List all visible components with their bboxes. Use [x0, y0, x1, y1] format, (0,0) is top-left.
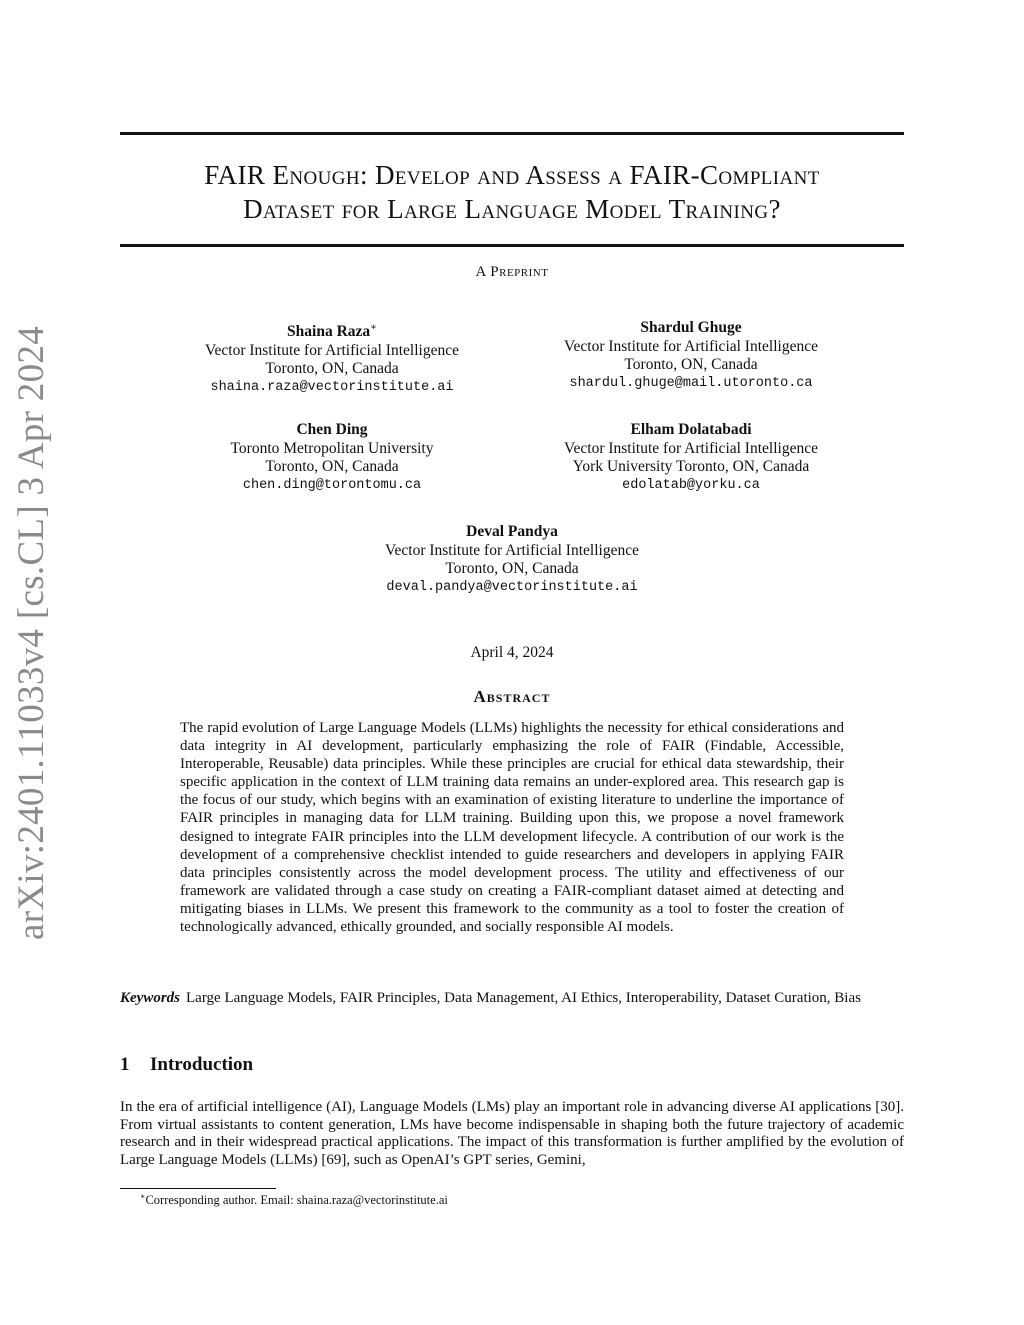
author-block	[332, 523, 692, 597]
section-title: Introduction	[150, 1054, 254, 1075]
author-block	[531, 421, 851, 495]
keywords-label: Keywords	[120, 990, 180, 1006]
section-heading	[120, 1054, 253, 1076]
title-bottom-rule	[120, 244, 904, 247]
author-location: Toronto, ON, Canada	[445, 560, 579, 577]
author-location: York University Toronto, ON, Canada	[572, 458, 810, 475]
footnote-text: Corresponding author. Email: shaina.raza@vectorinstitute.ai	[145, 1193, 448, 1208]
title-line-2: Dataset for Large Language Model Training?	[243, 194, 781, 224]
author-affiliation: Vector Institute for Artificial Intelligence	[564, 337, 818, 355]
author-affiliation: Vector Institute for Artificial Intelligence	[205, 341, 459, 359]
author-block	[531, 319, 851, 393]
introduction-paragraph: In the era of artificial intelligence (AI), Language Models (LMs) play an important role in advancing diverse AI applications [30]. From virtual assistants to content generation, LMs have become indispensable in shaping both the future trajectory of academic research and in their widespread practical applications. The impact of this transformation is further amplified by the evolution of Large Language Models (LLMs) [69], such as OpenAI’s GPT series, Gemini,	[120, 1099, 904, 1168]
author-affiliation: Toronto Metropolitan University	[230, 439, 434, 457]
author-name: Elham Dolatabadi	[630, 421, 752, 438]
section-number: 1	[120, 1054, 130, 1075]
author-name: Shardul Ghuge	[640, 319, 742, 336]
title-top-rule	[120, 132, 904, 135]
keywords-text: Large Language Models, FAIR Principles, Data Management, AI Ethics, Interoperability, Dataset Curation, Bias	[186, 990, 861, 1006]
author-location: Toronto, ON, Canada	[265, 360, 399, 378]
footnote-mark: ∗	[140, 1192, 146, 1201]
footnote-rule	[120, 1188, 276, 1189]
author-affiliation: Vector Institute for Artificial Intelligence	[385, 541, 639, 559]
author-location: Toronto, ON, Canada	[265, 458, 399, 475]
preprint-label: A Preprint	[475, 264, 549, 280]
author-email[interactable]: edolatab@yorku.ca	[622, 477, 760, 493]
corresponding-author-mark: ∗	[370, 322, 377, 333]
author-email[interactable]: deval.pandya@vectorinstitute.ai	[386, 579, 638, 595]
arxiv-identifier-stamp: arXiv:2401.11033v4 [cs.CL] 3 Apr 2024	[11, 326, 52, 940]
title-line-1: FAIR Enough: Develop and Assess a FAIR-Compliant	[204, 160, 820, 190]
footnote	[140, 1192, 448, 1208]
author-email[interactable]: shardul.ghuge@mail.utoronto.ca	[569, 375, 813, 391]
author-name: Chen Ding	[296, 421, 368, 438]
abstract-text: The rapid evolution of Large Language Models (LLMs) highlights the necessity for ethical considerations and data integrity in AI development, particularly emphasizing the role of FAIR (Findable, Accessible, Interoperable, Reusable) data principles. While these principles are crucial for ethical data stewardship, their specific application in the context of LLM training data remains an under-explored area. This research gap is the focus of our study, which begins with an examination of existing literature to underline the importance of FAIR principles in managing data for LLM training. Building upon this, we propose a novel framework designed to integrate FAIR principles into the LLM development lifecycle. A contribution of our work is the development of a comprehensive checklist intended to guide researchers and developers in applying FAIR data principles consistently across the model development process. The utility and effectiveness of our framework are validated through a case study on creating a FAIR-compliant dataset aimed at detecting and mitigating biases in LLMs. We present this framework to the community as a tool to foster the creation of technologically advanced, ethically grounded, and socially responsible AI models.	[180, 720, 844, 936]
author-email[interactable]: shaina.raza@vectorinstitute.ai	[210, 379, 454, 395]
author-name: Deval Pandya	[466, 523, 558, 540]
author-location: Toronto, ON, Canada	[624, 356, 758, 373]
keywords	[120, 989, 904, 1007]
author-block	[172, 421, 492, 495]
abstract-heading: Abstract	[473, 687, 551, 706]
author-affiliation: Vector Institute for Artificial Intelligence	[564, 439, 818, 457]
publication-date: April 4, 2024	[470, 644, 554, 661]
paper-title	[120, 158, 904, 226]
author-name: Shaina Raza∗	[287, 322, 377, 341]
author-email[interactable]: chen.ding@torontomu.ca	[242, 477, 422, 493]
author-block	[172, 319, 492, 397]
